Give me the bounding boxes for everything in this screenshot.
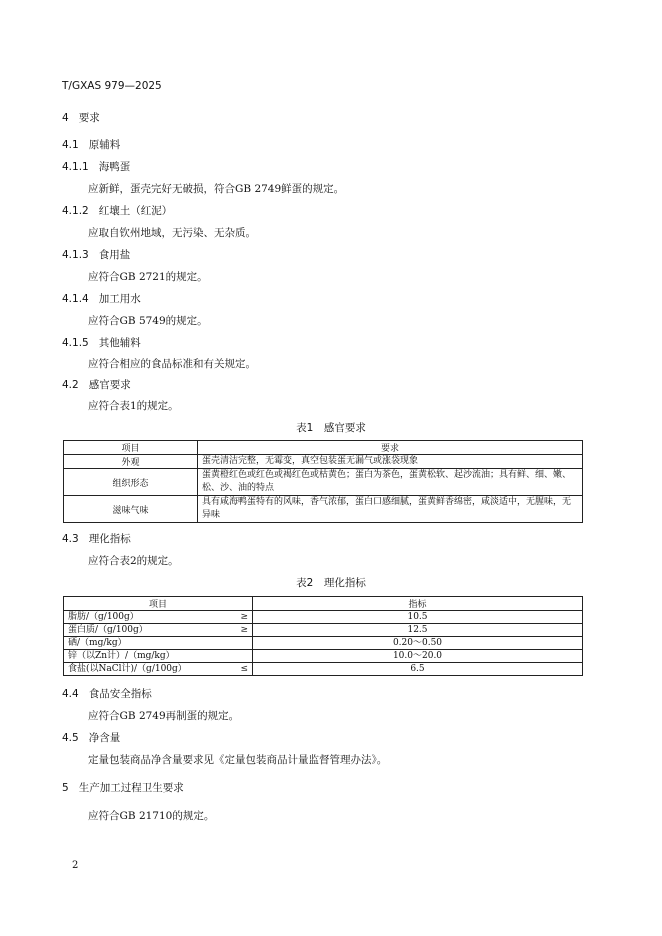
heading-title: 其他辅料 <box>98 337 141 349</box>
page-number: 2 <box>72 860 79 871</box>
item-name: 硒/（mg/kg） <box>68 638 127 648</box>
table1-caption: 表1 感官要求 <box>296 422 366 434</box>
heading-number: 4.4 <box>62 688 79 700</box>
table-row <box>64 624 583 637</box>
table-cell-item: 外观 <box>64 455 198 469</box>
heading-number: 5 <box>62 782 69 794</box>
heading-title: 食品安全指标 <box>88 688 152 700</box>
heading-title: 生产加工过程卫生要求 <box>78 782 184 794</box>
relation-symbol: ≤ <box>240 664 248 674</box>
item-name: 脂肪/（g/100g） <box>68 612 139 622</box>
heading-4-5 <box>62 730 120 745</box>
heading-4-1-1 <box>62 159 130 174</box>
heading-title: 感官要求 <box>88 379 131 391</box>
heading-4-4 <box>62 686 152 701</box>
heading-4-3 <box>62 531 131 546</box>
table-cell-value: 0.20～0.50 <box>253 637 583 650</box>
paragraph-4-5: 定量包装商品净含量要求见《定量包装商品计量监督管理办法》。 <box>88 754 388 766</box>
table-cell-item <box>64 637 253 650</box>
heading-number: 4.1.3 <box>62 249 89 261</box>
table-header-row <box>64 441 583 455</box>
table-cell-item <box>64 650 253 663</box>
table-cell-item: 组织形态 <box>64 469 198 496</box>
heading-5 <box>62 780 184 795</box>
heading-title: 加工用水 <box>98 293 141 305</box>
table-cell-requirement: 蛋黄橙红色或红色或褐红色或枯黄色；蛋白为茶色，蛋黄松软、起沙流油；具有鲜、细、嫩、松、沙、油的特点 <box>198 469 583 496</box>
table-header-cell: 项目 <box>64 597 253 611</box>
table-row <box>64 611 583 624</box>
heading-title: 原辅料 <box>88 139 121 151</box>
heading-4-1-3 <box>62 247 130 262</box>
heading-number: 4.5 <box>62 732 79 744</box>
paragraph-4-1-4: 应符合GB 5749的规定。 <box>88 315 208 327</box>
table-cell-value: 12.5 <box>253 624 583 637</box>
item-name: 食盐(以NaCl计)/（g/100g） <box>68 664 187 674</box>
heading-4-1-4 <box>62 291 141 306</box>
table-row <box>64 455 583 469</box>
table-row <box>64 469 583 496</box>
table-row <box>64 663 583 676</box>
heading-number: 4.1 <box>62 139 79 151</box>
heading-4-1-2 <box>62 203 172 218</box>
heading-number: 4.2 <box>62 379 79 391</box>
heading-title: 净含量 <box>88 732 121 744</box>
sensory-requirements-table <box>63 440 583 523</box>
table-cell-value: 10.0～20.0 <box>253 650 583 663</box>
table-cell-requirement: 蛋壳清洁完整，无霉变，真空包装蛋无漏气或涨袋现象 <box>198 455 583 469</box>
table-header-cell: 要求 <box>198 441 583 455</box>
table2-caption: 表2 理化指标 <box>296 577 366 589</box>
heading-4-2 <box>62 377 131 392</box>
heading-4 <box>62 110 100 125</box>
heading-number: 4.1.1 <box>62 161 89 173</box>
table-row <box>64 650 583 663</box>
table-cell-item: 滋味气味 <box>64 496 198 523</box>
physicochemical-indicators-table <box>63 596 583 676</box>
table-cell-item <box>64 663 253 676</box>
heading-4-1 <box>62 137 120 152</box>
heading-title: 理化指标 <box>88 533 131 545</box>
relation-symbol: ≥ <box>240 625 248 635</box>
paragraph-4-1-2: 应取自钦州地域，无污染、无杂质。 <box>88 227 256 239</box>
table-header-cell: 指标 <box>253 597 583 611</box>
item-name: 蛋白质/（g/100g） <box>68 625 148 635</box>
paragraph-4-1-5: 应符合相应的食品标准和有关规定。 <box>88 358 256 370</box>
heading-number: 4.3 <box>62 533 79 545</box>
table-cell-requirement: 具有咸海鸭蛋特有的风味，香气浓郁，蛋白口感细腻，蛋黄鲜香绵密，咸淡适中，无腥味，无异味 <box>198 496 583 523</box>
table-row <box>64 637 583 650</box>
paragraph-4-4: 应符合GB 2749再制蛋的规定。 <box>88 710 240 722</box>
heading-number: 4.1.2 <box>62 205 89 217</box>
table-header-cell: 项目 <box>64 441 198 455</box>
table-cell-value: 10.5 <box>253 611 583 624</box>
heading-number: 4 <box>62 112 69 124</box>
heading-title: 红壤土（红泥） <box>98 205 173 217</box>
paragraph-4-1-3: 应符合GB 2721的规定。 <box>88 271 208 283</box>
table-cell-value: 6.5 <box>253 663 583 676</box>
heading-title: 要求 <box>78 112 100 124</box>
table-cell-item <box>64 611 253 624</box>
paragraph-4-3: 应符合表2的规定。 <box>88 555 179 567</box>
relation-symbol: ≥ <box>240 612 248 622</box>
paragraph-4-2: 应符合表1的规定。 <box>88 400 179 412</box>
paragraph-5: 应符合GB 21710的规定。 <box>88 810 215 822</box>
heading-title: 食用盐 <box>98 249 131 261</box>
heading-4-1-5 <box>62 335 141 350</box>
item-name: 锌（以Zn计）/（mg/kg） <box>68 651 175 661</box>
heading-number: 4.1.4 <box>62 293 89 305</box>
table-row <box>64 496 583 523</box>
table-cell-item <box>64 624 253 637</box>
heading-title: 海鸭蛋 <box>98 161 131 173</box>
table-header-row <box>64 597 583 611</box>
heading-number: 4.1.5 <box>62 337 89 349</box>
paragraph-4-1-1: 应新鲜，蛋壳完好无破损，符合GB 2749鲜蛋的规定。 <box>88 183 345 195</box>
standard-code: T/GXAS 979—2025 <box>62 80 162 92</box>
